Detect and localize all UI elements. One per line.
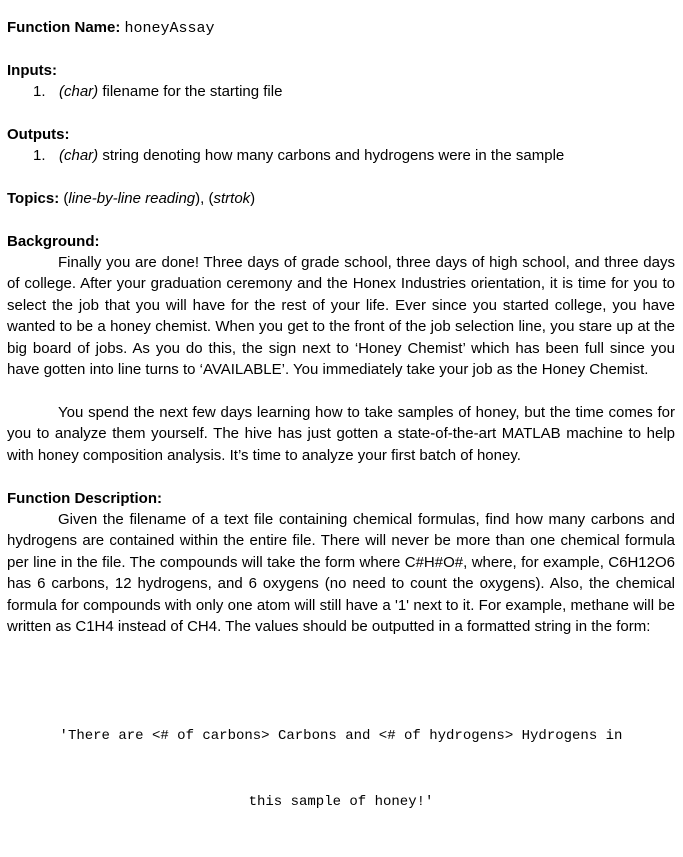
function-name-value: honeyAssay: [124, 20, 215, 37]
topic-item: line-by-line reading: [68, 190, 196, 207]
topics-open: (: [59, 190, 69, 207]
topics-line: [7, 188, 255, 209]
inputs-heading: Inputs:: [7, 62, 57, 79]
input-description: filename for the starting file: [98, 83, 283, 100]
list-number: 1.: [33, 147, 46, 164]
output-description: string denoting how many carbons and hydrogens were in the sample: [98, 147, 565, 164]
list-number: 1.: [33, 83, 46, 100]
background-heading: Background:: [7, 233, 100, 250]
background-paragraph: You spend the next few days learning how to take samples of honey, but the time comes for you to analyze them yourself. The hive has just gotten a state-of-the-art MATLAB machine to help with honey composition analysis. It’s time to analyze your first batch of honey.: [7, 404, 675, 464]
topic-item: strtok: [213, 190, 251, 207]
topics-label: Topics:: [7, 190, 60, 207]
code-line: 'There are <# of carbons> Carbons and <# of hydrogens> Hydrogens in: [59, 728, 623, 744]
outputs-list-item: [33, 145, 564, 166]
output-format-code: [7, 681, 675, 857]
inputs-list-item: [33, 81, 282, 102]
background-paragraph: Finally you are done! Three days of grade school, three days of high school, and three days of college. After your graduation ceremony and the Honex Industries orientation, it is time for you to select the job that you will have for the rest of your life. Ever since you started college, you have wanted to be a honey chemist. When you get to the front of the job selection line, you stare up at the big board of jobs. As you do this, the sign next to ‘Honey Chemist’ which has been full since you have gotten into line turns to ‘AVAILABLE’. You immediately take your job as the Honey Chemist.: [7, 254, 675, 379]
function-name-label: Function Name:: [7, 19, 121, 36]
function-description-heading: Function Description:: [7, 490, 162, 507]
input-type: (char): [59, 83, 99, 100]
function-description-paragraph: Given the filename of a text file containing chemical formulas, find how many carbons and hydrogens are contained within the entire file. There will never be more than one chemical formula per line in the file. The compounds will take the form where C#H#O#, where, for example, C6H12O6 has 6 carbons, 12 hydrogens, and 6 oxygens (no need to count the oxygens). Also, the chemical formula for compounds with only one atom will still have a '1' next to it. For example, methane will be written as C1H4 instead of CH4. The values should be outputted in a formatted string in the form:: [7, 511, 675, 636]
outputs-heading: Outputs:: [7, 126, 70, 143]
topics-close: ): [250, 190, 256, 207]
output-type: (char): [59, 147, 99, 164]
topics-separator: ), (: [195, 190, 214, 207]
code-line: this sample of honey!': [248, 794, 434, 810]
function-name-line: [7, 17, 215, 39]
